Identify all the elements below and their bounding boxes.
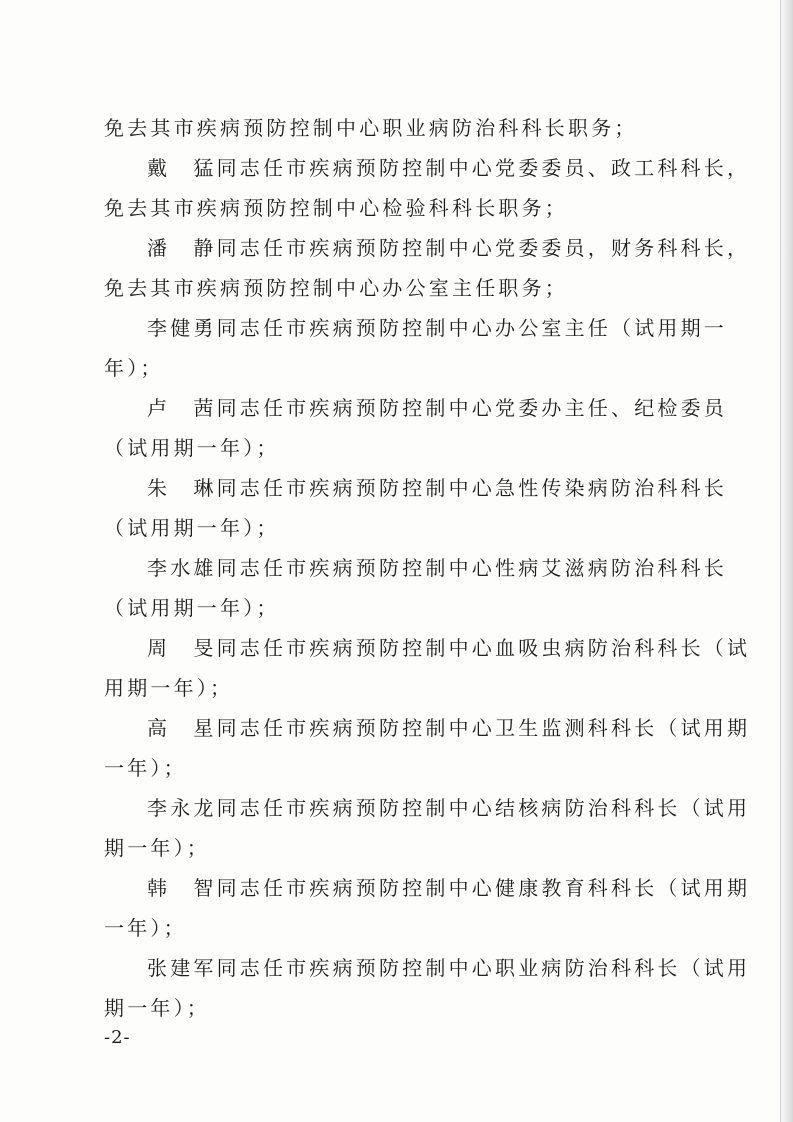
text-line: 韩 智同志任市疾病预防控制中心健康教育科科长（试用期	[147, 876, 751, 900]
text-line: 卢 茜同志任市疾病预防控制中心党委办主任、纪检委员	[147, 396, 727, 420]
text-line: 期一年）；	[104, 836, 210, 860]
text-line: 高 星同志任市疾病预防控制中心卫生监测科科长（试用期	[147, 716, 751, 740]
text-line: 周 旻同志任市疾病预防控制中心血吸虫病防治科科长（试	[147, 636, 751, 660]
text-line: 张建军同志任市疾病预防控制中心职业病防治科科长（试用	[147, 956, 751, 980]
document-body	[104, 108, 751, 1028]
page-number: -2-	[104, 1027, 131, 1048]
text-line: 李水雄同志任市疾病预防控制中心性病艾滋病防治科科长	[147, 556, 727, 580]
text-line: 一年）；	[104, 756, 187, 780]
text-line: 免去其市疾病预防控制中心办公室主任职务；	[104, 276, 568, 300]
page-edge-line	[780, 0, 781, 1122]
text-line: （试用期一年）；	[104, 436, 280, 460]
text-line: 年）；	[104, 356, 164, 380]
text-line: 戴 猛同志任市疾病预防控制中心党委委员、政工科科长，	[147, 156, 751, 180]
text-line: 免去其市疾病预防控制中心检验科科长职务；	[104, 196, 568, 220]
text-line: 李永龙同志任市疾病预防控制中心结核病防治科科长（试用	[147, 796, 751, 820]
page-edge-shadow	[779, 0, 793, 1122]
text-line: 用期一年）；	[104, 676, 234, 700]
text-line: 期一年）；	[104, 996, 210, 1020]
text-line: 李健勇同志任市疾病预防控制中心办公室主任（试用期一	[147, 316, 727, 340]
text-line: 免去其市疾病预防控制中心职业病防治科科长职务；	[104, 116, 638, 140]
text-line: （试用期一年）；	[104, 516, 280, 540]
text-line: 一年）；	[104, 916, 187, 940]
text-line: （试用期一年）；	[104, 596, 280, 620]
text-line: 潘 静同志任市疾病预防控制中心党委委员，财务科科长，	[147, 236, 751, 260]
text-line: 朱 琳同志任市疾病预防控制中心急性传染病防治科科长	[147, 476, 727, 500]
